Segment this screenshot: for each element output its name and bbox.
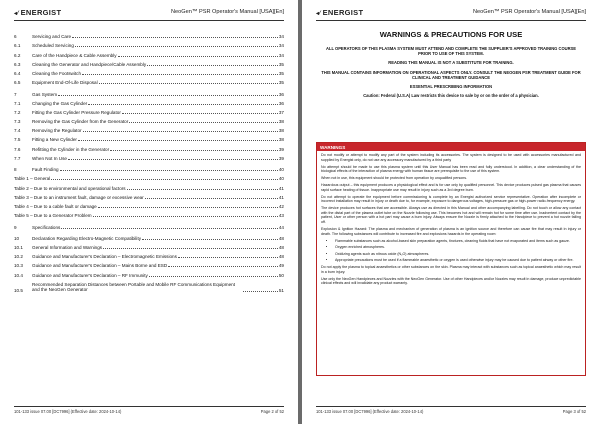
toc-number: 7.3 bbox=[14, 119, 21, 125]
toc-leader-dots bbox=[129, 122, 278, 123]
right-page bbox=[302, 0, 600, 424]
toc-entry[interactable] bbox=[14, 167, 284, 176]
toc-title: Changing the Gas Cylinder bbox=[32, 100, 88, 106]
logo-text: ENERGIST bbox=[20, 8, 62, 17]
toc-number: 6 bbox=[14, 34, 17, 40]
list-item: • Oxygen enriched atmospheres. bbox=[335, 245, 581, 250]
toc-entry[interactable] bbox=[14, 225, 284, 234]
toc-number: 9 bbox=[14, 224, 17, 230]
toc-number: 10.4 bbox=[14, 272, 23, 278]
warnings-box bbox=[316, 142, 586, 376]
toc-entry[interactable] bbox=[14, 213, 284, 222]
warning-paragraph: No attempt should be made to use this plasma system until this User Manual has been read and fully understood. In addition, a clear understanding of the biological effects of the interaction of plasma energy with human tissue are prerequisite to the use of this system. bbox=[321, 164, 581, 174]
toc-number: 6.3 bbox=[14, 61, 21, 67]
toc-leader-dots bbox=[127, 189, 278, 190]
logo-mark-icon: ◂⁄ bbox=[316, 11, 321, 17]
intro-caution: Caution: Federal (U.S.A) Law restricts this device to sale by or on the order of a physician. bbox=[363, 93, 539, 99]
toc-page-number: 40 bbox=[278, 167, 284, 173]
intro-prescribing: ESSENTIAL PRESCRIBING INFORMATION bbox=[409, 84, 493, 90]
toc-entry[interactable] bbox=[14, 80, 284, 89]
toc-page-number: 41 bbox=[278, 185, 284, 191]
toc-title: When Not In Use bbox=[32, 155, 67, 161]
toc-title: Care of the Handpiece & Cable Assembly bbox=[32, 52, 117, 58]
toc-page-number: 48 bbox=[278, 254, 284, 260]
toc-leader-dots bbox=[168, 266, 278, 267]
toc-entry[interactable] bbox=[14, 282, 284, 293]
toc-number: 6.2 bbox=[14, 52, 21, 58]
toc-leader-dots bbox=[82, 74, 278, 75]
toc-page-number: 39 bbox=[278, 146, 284, 152]
toc-number: 7.2 bbox=[14, 109, 21, 115]
logo-text: ENERGIST bbox=[322, 8, 364, 17]
toc-leader-dots bbox=[178, 257, 278, 258]
toc-title: Fault Finding bbox=[32, 167, 59, 173]
toc-entry[interactable] bbox=[14, 273, 284, 282]
toc-leader-dots bbox=[75, 46, 278, 47]
toc-entry[interactable] bbox=[14, 62, 284, 71]
toc-leader-dots bbox=[103, 248, 278, 249]
toc-number: 6.1 bbox=[14, 43, 21, 49]
intro-block bbox=[320, 46, 582, 102]
logo-mark-icon: ◂⁄ bbox=[14, 11, 19, 17]
toc-title: Scheduled Servicing bbox=[32, 43, 74, 49]
toc-entry[interactable] bbox=[14, 34, 284, 43]
toc-leader-dots bbox=[243, 291, 278, 292]
toc-title: Declaration Regarding Electro-Magnetic Compatibility bbox=[32, 235, 142, 241]
toc-page-number: 42 bbox=[278, 203, 284, 209]
toc-leader-dots bbox=[61, 228, 278, 229]
toc-title: Table 4 – Due to a cable fault or damage bbox=[14, 203, 97, 209]
toc-entry[interactable] bbox=[14, 156, 284, 165]
toc-title: Removing the Gas Cylinder from the Generator bbox=[32, 119, 129, 125]
toc-leader-dots bbox=[145, 198, 278, 199]
toc-title: Cleaning the Generator and Handpiece/Cable Assembly bbox=[32, 61, 147, 67]
page-footer bbox=[316, 406, 586, 416]
toc-title: Specifications bbox=[32, 224, 61, 230]
toc-page-number: 41 bbox=[278, 194, 284, 200]
toc-page-number: 36 bbox=[278, 100, 284, 106]
toc-title: Servicing and Care bbox=[32, 34, 72, 40]
toc-leader-dots bbox=[99, 83, 278, 84]
page-title: WARNINGS & PRECAUTIONS FOR USE bbox=[379, 30, 523, 39]
toc-leader-dots bbox=[83, 131, 278, 132]
page-footer bbox=[14, 406, 284, 416]
toc-title: Table 2 – Due to environmental and operational factors bbox=[14, 185, 126, 191]
warnings-body bbox=[317, 151, 585, 290]
toc-page-number: 50 bbox=[278, 272, 284, 278]
toc-leader-dots bbox=[68, 159, 278, 160]
toc-entry[interactable] bbox=[14, 43, 284, 52]
toc-entry[interactable] bbox=[14, 245, 284, 254]
toc-page-number: 35 bbox=[278, 80, 284, 86]
toc-entry[interactable] bbox=[14, 186, 284, 195]
toc-number: 10.1 bbox=[14, 245, 23, 251]
page-header bbox=[316, 8, 586, 21]
toc-page-number: 49 bbox=[278, 263, 284, 269]
header-title: NeoGen™ PSR Operator's Manual [USA][En] bbox=[473, 9, 586, 15]
toc-number: 7.6 bbox=[14, 146, 21, 152]
toc-leader-dots bbox=[149, 276, 278, 277]
warning-paragraph: The device produces hot surfaces that are accessible. Always use as directed in this Manual and other accompanying labelling. Do not touch or allow any contact with the distal part of the plasma outlet tube on the Nozzle following use. This becomes hot and will remain hot for some time after use. Inadvertent contact by the patient, User or other person with a hot part may cause a burn injury. Always ensure the Nozzle is firmly attached to the Handpiece to prevent a hot nozzle falling off. bbox=[321, 206, 581, 224]
toc-leader-dots bbox=[122, 113, 278, 114]
warnings-heading: WARNINGS bbox=[317, 143, 585, 151]
intro-training: ALL OPERATORS OF THIS PLASMA SYSTEM MUST ATTEND AND COMPLETE THE SUPPLIER'S APPROVED TRAINING COURSE PRIOR TO USE OF THIS SYSTEM. bbox=[325, 46, 577, 57]
toc-number: 10.2 bbox=[14, 254, 23, 260]
toc-title: Cleaning the Footswitch bbox=[32, 70, 82, 76]
toc-page-number: 36 bbox=[278, 91, 284, 97]
toc-page-number: 39 bbox=[278, 155, 284, 161]
toc-page-number: 34 bbox=[278, 52, 284, 58]
toc-entry[interactable] bbox=[14, 110, 284, 119]
energist-logo bbox=[316, 8, 363, 17]
toc-page-number: 38 bbox=[278, 119, 284, 125]
toc-page-number: 43 bbox=[278, 213, 284, 219]
toc-entry[interactable] bbox=[14, 137, 284, 146]
toc-leader-dots bbox=[58, 95, 278, 96]
toc-leader-dots bbox=[88, 104, 278, 105]
list-item: • Oxidizing agents such as nitrous oxide (N₂O) atmospheres. bbox=[335, 252, 581, 257]
toc-title: Guidance and Manufacturer's Declaration – Mains Borne and ESD bbox=[32, 263, 168, 269]
toc-number: 7.5 bbox=[14, 137, 21, 143]
warning-paragraph: Do not attempt to operate the equipment before commissioning is complete by an Energist authorized service representative. Operation after incomplete or incorrect installation may result in injury or death due to, for example, exposure to dangerous voltages, high-pressure gas or high-power radio-frequency energy. bbox=[321, 194, 581, 204]
toc-title: Table 3 – Due to an instrument fault, damage or excessive wear bbox=[14, 194, 144, 200]
toc-entry[interactable] bbox=[14, 263, 284, 272]
toc-title: Table 1 – General bbox=[14, 176, 51, 182]
toc-leader-dots bbox=[110, 150, 278, 151]
toc-leader-dots bbox=[51, 179, 278, 180]
warning-paragraph: Use only the NeoGen Handpieces and Nozzles with the NeoGen Generator. Use of other Handpieces and/or Nozzles may result in damage, produce unpredictable clinical effects and will invalidate any product warranty. bbox=[321, 276, 581, 286]
toc-page-number: 48 bbox=[278, 235, 284, 241]
intro-operational: THIS MANUAL CONTAINS INFORMATION ON OPERATIONAL ASPECTS ONLY. CONSULT THE NEOGEN PSR TREATMENT GUIDE FOR CLINICAL AND TREATMENT GUIDANCE bbox=[321, 69, 581, 80]
toc-number: 7.4 bbox=[14, 128, 21, 134]
toc-title: General Information and Warnings bbox=[32, 245, 103, 251]
toc-entry[interactable] bbox=[14, 176, 284, 185]
toc-leader-dots bbox=[147, 65, 278, 66]
toc-page-number: 34 bbox=[278, 34, 284, 40]
toc-title: Recommended Separation Distances between Portable and Mobile RF Communications Equipment and the NeoGen Generator bbox=[32, 281, 235, 293]
toc-title: Guidance and Manufacturer's Declaration – Electromagnetic Emissions bbox=[32, 254, 177, 260]
toc-leader-dots bbox=[60, 170, 278, 171]
footer-doc-id: 101-133 issue 07.00 [DC7996] (Effective date: 2024-10-14) bbox=[316, 409, 424, 414]
toc-leader-dots bbox=[98, 207, 278, 208]
toc-entry[interactable] bbox=[14, 53, 284, 62]
intro-not-substitute: READING THIS MANUAL IS NOT A SUBSTITUTE FOR TRAINING. bbox=[388, 60, 514, 66]
toc-page-number: 48 bbox=[278, 245, 284, 251]
toc-title: Fitting a New Cylinder bbox=[32, 137, 77, 143]
toc-page-number: 40 bbox=[278, 176, 284, 182]
toc-number: 10 bbox=[14, 235, 20, 241]
left-page bbox=[0, 0, 298, 424]
toc-leader-dots bbox=[72, 37, 278, 38]
toc-entry[interactable] bbox=[14, 71, 284, 80]
toc-page-number: 38 bbox=[278, 128, 284, 134]
toc-entry[interactable] bbox=[14, 92, 284, 101]
toc-entry[interactable] bbox=[14, 195, 284, 204]
toc-number: 7 bbox=[14, 91, 17, 97]
energist-logo bbox=[14, 8, 61, 17]
toc-leader-dots bbox=[118, 56, 278, 57]
page-header bbox=[14, 8, 284, 21]
toc-entry[interactable] bbox=[14, 119, 284, 128]
table-of-contents bbox=[14, 32, 284, 293]
toc-page-number: 44 bbox=[278, 224, 284, 230]
toc-entry[interactable] bbox=[14, 204, 284, 213]
footer-page-number: Page 3 of 52 bbox=[562, 409, 586, 414]
toc-entry[interactable] bbox=[14, 101, 284, 110]
toc-entry[interactable] bbox=[14, 236, 284, 245]
toc-number: 10.5 bbox=[14, 287, 23, 293]
toc-page-number: 34 bbox=[278, 43, 284, 49]
header-title: NeoGen™ PSR Operator's Manual [USA][En] bbox=[171, 9, 284, 15]
toc-page-number: 37 bbox=[278, 109, 284, 115]
toc-number: 6.5 bbox=[14, 80, 21, 86]
toc-number: 6.4 bbox=[14, 70, 21, 76]
toc-title: Gas System bbox=[32, 91, 58, 97]
toc-number: 7.7 bbox=[14, 155, 21, 161]
hazard-list bbox=[321, 239, 581, 263]
warning-paragraph: Do not apply the plasma to topical anaesthetics or other substances on the skin. Plasma may interact with substances such as topical anaesthetic which may result in a burn injury. bbox=[321, 265, 581, 274]
toc-title: Equipment End-Of-Life Disposal bbox=[32, 80, 98, 86]
toc-number: 8 bbox=[14, 167, 17, 173]
toc-entry[interactable] bbox=[14, 254, 284, 263]
toc-page-number: 35 bbox=[278, 61, 284, 67]
warning-paragraph: Explosion & Ignition Hazard: The plasma and mechanism of generation of plasma is an ignition source and therefore can cause fire that may result in injury or death. The following substances will contribute to increased fire and explosions hazards in the operating room: bbox=[321, 227, 581, 236]
toc-page-number: 51 bbox=[278, 287, 284, 293]
toc-title: Fitting the Gas Cylinder Pressure Regulator bbox=[32, 109, 121, 115]
list-item: • Appropriate precautions must be used if a flammable anaesthetic or oxygen is used otherwise injury may be caused due to patient airway or other fire. bbox=[335, 258, 581, 263]
toc-entry[interactable] bbox=[14, 128, 284, 137]
toc-leader-dots bbox=[142, 239, 278, 240]
toc-title: Guidance and Manufacturer's Declaration – RF Immunity bbox=[32, 272, 148, 278]
toc-title: Removing the Regulator bbox=[32, 128, 82, 134]
toc-number: 10.3 bbox=[14, 263, 23, 269]
warning-paragraph: Hazardous output – this equipment produces a physiological effect and is for use only by qualified personnel. This device produces pulsed gas plasma that causes rapid surface heating of tissue. Inappropriate use may result in injury such as a 3rd degree burn. bbox=[321, 183, 581, 192]
toc-number: 7.1 bbox=[14, 100, 21, 106]
toc-leader-dots bbox=[78, 140, 278, 141]
footer-doc-id: 101-133 issue 07.00 [DC7996] (Effective date: 2024-10-14) bbox=[14, 409, 122, 414]
toc-page-number: 35 bbox=[278, 70, 284, 76]
toc-entry[interactable] bbox=[14, 147, 284, 156]
toc-title: Refitting the Cylinder in the Generator bbox=[32, 146, 110, 152]
warning-paragraph: When not in use, this equipment should be protected from operation by unqualified persons. bbox=[321, 176, 468, 181]
list-item: • Flammable substances such as alcohol-based skin preparation agents, tinctures, cleaning fluids that have not evaporated and items such as gauze. bbox=[335, 239, 581, 244]
warning-paragraph: Do not modify or attempt to modify any part of the system including its accessories. The system is designed to be used with accessories manufactured and supplied by Energist only, do not use any accessory manufactured by a third party bbox=[321, 153, 581, 162]
toc-page-number: 38 bbox=[278, 137, 284, 143]
toc-title: Table 5 – Due to a Generator Problem bbox=[14, 213, 92, 219]
toc-leader-dots bbox=[93, 216, 278, 217]
footer-page-number: Page 2 of 52 bbox=[260, 409, 284, 414]
